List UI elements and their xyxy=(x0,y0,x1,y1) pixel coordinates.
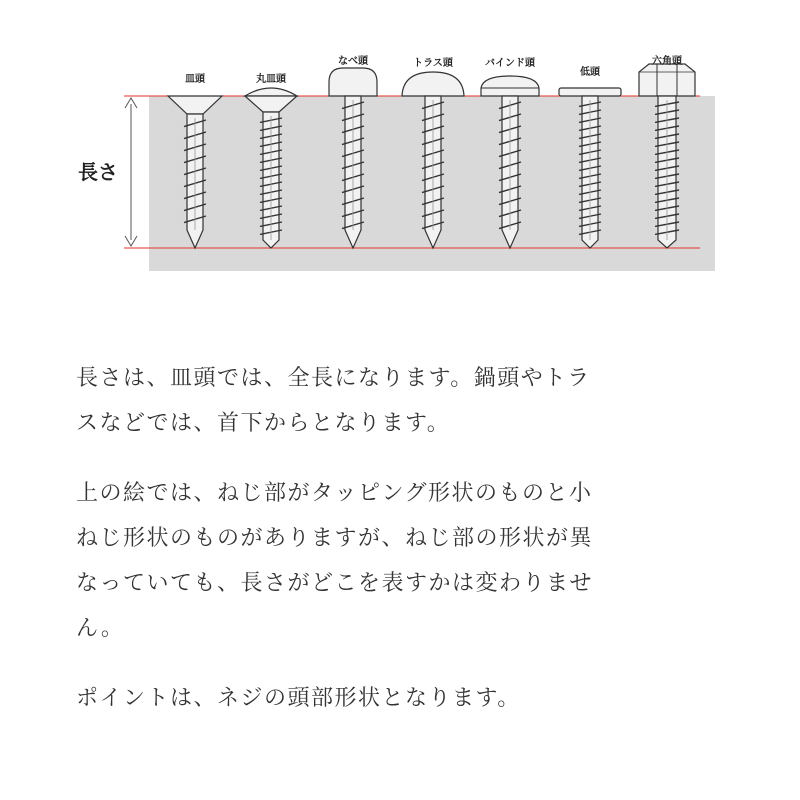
paragraph-line: 長さは、皿頭では、全長になります。鍋頭やトラ xyxy=(76,366,591,391)
paragraph-line: なっていても、長さがどこを表すかは変わりませ xyxy=(76,571,594,596)
head-label: なべ頭 xyxy=(338,56,368,67)
low-head xyxy=(559,88,621,96)
paragraph-line: スなどでは、首下からとなります。 xyxy=(76,411,451,436)
paragraph xyxy=(76,356,726,446)
head-label: 六角頭 xyxy=(652,56,682,67)
head-label: 丸皿頭 xyxy=(256,74,286,85)
paragraph-line: ん。 xyxy=(76,616,125,641)
truss-head xyxy=(402,72,464,96)
paragraph-list xyxy=(76,356,726,721)
length-label: 長さ xyxy=(78,160,118,184)
pan-head xyxy=(329,68,377,96)
paragraph xyxy=(76,676,726,721)
hex-head xyxy=(639,64,695,96)
paragraph-line: ポイントは、ネジの頭部形状となります。 xyxy=(76,686,521,711)
article-body xyxy=(76,356,726,746)
binding-head xyxy=(481,76,539,96)
head-label: バインド頭 xyxy=(485,58,535,69)
head-label: 皿頭 xyxy=(185,74,205,85)
screw-illustration xyxy=(0,0,800,300)
oval-head-dome xyxy=(245,88,297,96)
head-label: トラス頭 xyxy=(413,58,453,69)
paragraph xyxy=(76,471,726,651)
head-label: 低頭 xyxy=(580,67,600,78)
paragraph-line: ねじ形状のものがありますが、ねじ部の形状が異 xyxy=(76,526,594,551)
screw-length-figure xyxy=(0,0,800,300)
paragraph-line: 上の絵では、ねじ部がタッピング形状のものと小 xyxy=(76,481,593,506)
